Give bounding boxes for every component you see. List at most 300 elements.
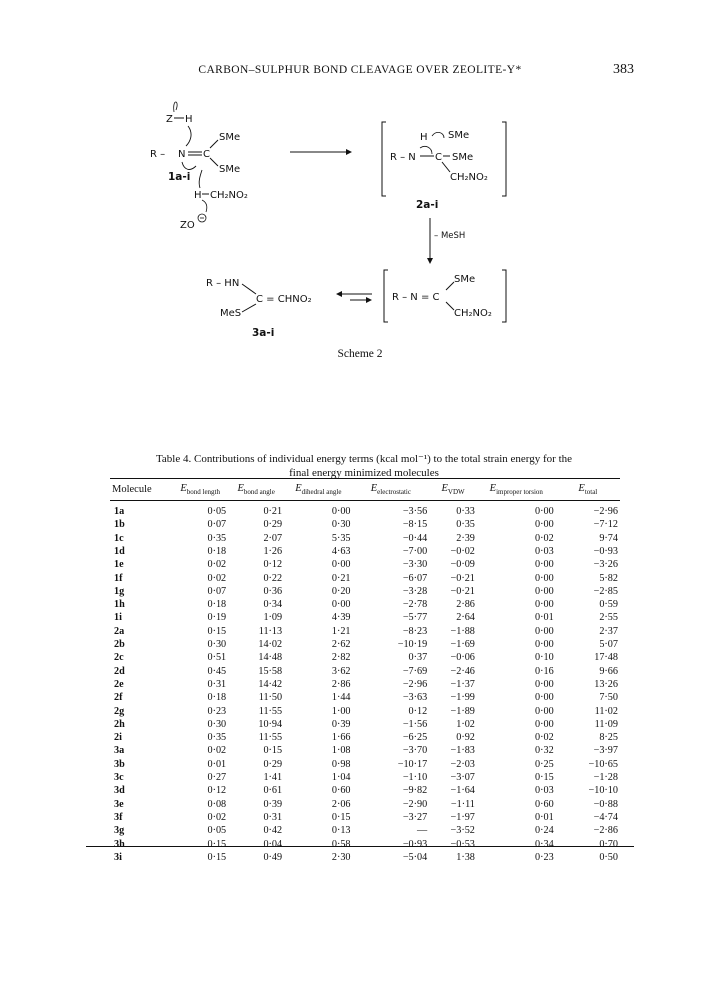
value-cell: 0·02 <box>534 732 554 744</box>
table-row <box>110 851 620 864</box>
table-row <box>110 718 620 731</box>
value-cell: 0·12 <box>408 705 428 717</box>
value-cell: 17·48 <box>594 652 618 664</box>
value-cell: 1·08 <box>331 745 351 757</box>
value-cell: 0·30 <box>207 718 227 730</box>
energy-table <box>110 478 620 864</box>
curved-arrow-zo <box>202 200 207 212</box>
value-cell: 0·00 <box>534 559 554 571</box>
value-cell: 0·15 <box>534 772 554 784</box>
value-cell: 0·05 <box>207 825 227 837</box>
value-cell: −0·93 <box>593 545 618 557</box>
value-cell: 2·64 <box>456 612 475 624</box>
value-cell: 0·23 <box>534 851 554 863</box>
sme-label-3: SMe <box>448 130 470 141</box>
running-head: CARBON–SULPHUR BOND CLEAVAGE OVER ZEOLITE-Y* <box>198 64 522 76</box>
value-cell: −1·69 <box>450 639 475 651</box>
value-cell: 0·00 <box>534 572 554 584</box>
arrow-z <box>174 102 177 112</box>
n-atom-label: N <box>178 149 186 160</box>
molecule-cell: 2a <box>114 625 125 637</box>
value-cell: 0·05 <box>207 506 227 518</box>
value-cell: 0·51 <box>207 652 227 664</box>
molecule-cell: 1i <box>114 612 122 624</box>
value-cell: −10·17 <box>397 758 428 770</box>
mes-label: MeS <box>220 308 242 319</box>
bracket-right-2 <box>502 122 506 196</box>
value-cell: 0·34 <box>534 838 554 850</box>
value-cell: 11·55 <box>258 705 283 717</box>
value-cell: −1·99 <box>450 692 475 704</box>
header-bond-length: $E_{bond length}$ <box>172 479 228 501</box>
curved-arrow-h <box>186 126 191 146</box>
c-ch2-bond <box>442 162 450 172</box>
value-cell: 0·00 <box>534 678 554 690</box>
value-cell: −0·93 <box>402 838 428 850</box>
value-cell: −3·63 <box>402 692 428 704</box>
molecule-cell: 1d <box>114 545 125 557</box>
molecule-cell: 3i <box>114 851 122 863</box>
sme-label-2: SMe <box>219 164 241 175</box>
value-cell: 0·00 <box>534 519 554 531</box>
value-cell: 0·16 <box>534 665 554 677</box>
value-cell: 0·00 <box>534 625 554 637</box>
molecule-cell: 2h <box>114 718 125 730</box>
value-cell: 0·70 <box>599 838 618 850</box>
value-cell: 0·60 <box>331 785 351 797</box>
value-cell: 0·35 <box>456 519 475 531</box>
molecule-cell: 1b <box>114 519 125 531</box>
value-cell: −0·21 <box>450 572 475 584</box>
value-cell: −8·15 <box>402 519 428 531</box>
value-cell: 0·15 <box>331 811 351 823</box>
value-cell: −1·83 <box>450 745 475 757</box>
table-row <box>110 638 620 651</box>
value-cell: 0·39 <box>331 718 351 730</box>
value-cell: 9·66 <box>599 665 618 677</box>
value-cell: 0·02 <box>207 745 227 757</box>
table-row <box>110 798 620 811</box>
value-cell: −3·97 <box>593 745 618 757</box>
molecule-cell: 3e <box>114 798 124 810</box>
value-cell: 0·24 <box>534 825 554 837</box>
table-caption <box>134 452 594 480</box>
table-row <box>110 784 620 797</box>
value-cell: −0·88 <box>593 798 618 810</box>
value-cell: −0·06 <box>450 652 475 664</box>
value-cell: 11·09 <box>594 718 618 730</box>
value-cell: −1·97 <box>450 811 475 823</box>
bracket-right-3 <box>502 270 506 322</box>
value-cell: 1·09 <box>263 612 283 624</box>
value-cell: 15·58 <box>258 665 283 677</box>
down-arrowhead <box>427 258 433 264</box>
table-row <box>110 665 620 678</box>
value-cell: 0·98 <box>331 758 351 770</box>
value-cell: −3·07 <box>450 772 475 784</box>
reaction-scheme-diagram <box>110 100 610 350</box>
molecule-cell: 3d <box>114 785 125 797</box>
value-cell: 0·31 <box>207 678 227 690</box>
value-cell: 5·35 <box>331 532 351 544</box>
value-cell: 0·15 <box>207 851 227 863</box>
compound-label-1: 1a-i <box>168 171 191 183</box>
reaction-scheme <box>110 100 610 350</box>
value-cell: 5·82 <box>599 572 618 584</box>
value-cell: 1·26 <box>263 545 283 557</box>
value-cell: 0·00 <box>534 639 554 651</box>
page-header <box>0 64 720 84</box>
value-cell: −6·25 <box>402 732 428 744</box>
c-ch2-bond-2 <box>446 302 454 310</box>
value-cell: 0·35 <box>207 532 227 544</box>
value-cell: 2·55 <box>599 612 618 624</box>
molecule-cell: 1h <box>114 599 125 611</box>
value-cell: −2·86 <box>593 825 618 837</box>
value-cell: 0·12 <box>263 559 283 571</box>
value-cell: 11·55 <box>258 732 283 744</box>
value-cell: −7·00 <box>402 545 428 557</box>
table-row <box>110 651 620 664</box>
zo-label: ZO <box>180 220 195 231</box>
value-cell: −2·03 <box>450 758 475 770</box>
molecule-cell: 2i <box>114 732 122 744</box>
value-cell: −3·28 <box>402 585 428 597</box>
value-cell: 0·49 <box>263 851 283 863</box>
value-cell: 0·34 <box>263 599 283 611</box>
value-cell: 0·31 <box>263 811 283 823</box>
value-cell: −0·09 <box>450 559 475 571</box>
molecule-cell: 3a <box>114 745 125 757</box>
value-cell: 4·39 <box>331 612 351 624</box>
table-row <box>110 824 620 837</box>
value-cell: 13·26 <box>594 678 618 690</box>
value-cell: −3·27 <box>402 811 428 823</box>
h-label-3: H <box>420 132 428 143</box>
value-cell: 0·10 <box>534 652 554 664</box>
bracket-left-3 <box>384 270 388 322</box>
value-cell: −7·69 <box>402 665 428 677</box>
value-cell: −2·78 <box>402 599 428 611</box>
table-row <box>110 611 620 624</box>
value-cell: −2·90 <box>402 798 428 810</box>
value-cell: −2·96 <box>593 506 618 518</box>
table-row <box>110 558 620 571</box>
r-group-label: R – <box>150 149 166 160</box>
table-row <box>110 758 620 771</box>
value-cell: 0·15 <box>207 625 227 637</box>
value-cell: 0·22 <box>263 572 283 584</box>
table-row <box>110 545 620 558</box>
bottom-rule <box>86 846 634 847</box>
value-cell: 0·37 <box>408 652 428 664</box>
molecule-cell: 1a <box>114 506 125 518</box>
compound-label-2: 2a-i <box>416 199 439 211</box>
molecule-cell: 3g <box>114 825 125 837</box>
value-cell: −0·44 <box>402 532 428 544</box>
compound-label-3: 3a-i <box>252 327 275 339</box>
value-cell: 0·21 <box>263 506 283 518</box>
molecule-cell: 3c <box>114 772 124 784</box>
equilibrium-arrowhead-forward <box>366 297 372 303</box>
value-cell: 0·45 <box>207 665 227 677</box>
value-cell: 0·39 <box>263 798 283 810</box>
value-cell: −4·74 <box>593 811 618 823</box>
value-cell: 8·25 <box>599 732 618 744</box>
table-row <box>110 585 620 598</box>
value-cell: 1·04 <box>331 772 351 784</box>
molecule-cell: 1f <box>114 572 123 584</box>
table-row <box>110 518 620 531</box>
value-cell: −1·89 <box>450 705 475 717</box>
value-cell: 0·60 <box>534 798 554 810</box>
hn-c-bond <box>242 284 256 294</box>
table-row <box>110 572 620 585</box>
value-cell: 2·30 <box>331 851 351 863</box>
value-cell: 0·03 <box>534 545 554 557</box>
molecule-cell: 1c <box>114 532 124 544</box>
curved-arrow-4 <box>420 146 432 154</box>
value-cell: 0·21 <box>331 572 351 584</box>
value-cell: 0·04 <box>263 838 283 850</box>
sme-label-1: SMe <box>219 132 241 143</box>
zeolite-z-label: Z <box>166 114 173 125</box>
header-electrostatic: $E_{electrostatic}$ <box>353 479 430 501</box>
value-cell: 0·02 <box>207 559 227 571</box>
zeolite-h-label: H <box>185 114 193 125</box>
table-caption-line-2: final energy minimized molecules <box>289 467 439 479</box>
value-cell: 5·07 <box>599 639 618 651</box>
value-cell: 0·02 <box>207 811 227 823</box>
value-cell: 0·30 <box>331 519 351 531</box>
c-sme-bond-2 <box>210 158 218 166</box>
value-cell: 0·12 <box>207 785 227 797</box>
value-cell: 0·00 <box>534 692 554 704</box>
value-cell: 0·01 <box>534 811 554 823</box>
value-cell: 0·23 <box>207 705 227 717</box>
molecule-cell: 2c <box>114 652 124 664</box>
value-cell: 0·35 <box>207 732 227 744</box>
table-row <box>110 771 620 784</box>
value-cell: 2·39 <box>456 532 475 544</box>
value-cell: −2·85 <box>593 585 618 597</box>
value-cell: −10·65 <box>588 758 618 770</box>
table-body <box>110 501 620 865</box>
value-cell: 0·01 <box>207 758 227 770</box>
table-row <box>110 744 620 757</box>
table-row <box>110 598 620 611</box>
molecule-cell: 1e <box>114 559 124 571</box>
value-cell: 0·20 <box>331 585 351 597</box>
value-cell: −5·04 <box>402 851 428 863</box>
value-cell: 2·86 <box>331 678 351 690</box>
value-cell: 0·02 <box>207 572 227 584</box>
scheme-caption: Scheme 2 <box>337 348 383 360</box>
value-cell: −0·21 <box>450 585 475 597</box>
table-header-row <box>110 479 620 501</box>
value-cell: 0·50 <box>599 851 618 863</box>
value-cell: 2·86 <box>456 599 475 611</box>
value-cell: 7·50 <box>599 692 618 704</box>
value-cell: 0·32 <box>534 745 554 757</box>
value-cell: 1·00 <box>331 705 351 717</box>
value-cell: 0·36 <box>263 585 283 597</box>
value-cell: 0·00 <box>534 599 554 611</box>
value-cell: 0·15 <box>207 838 227 850</box>
molecule-cell: 2e <box>114 678 124 690</box>
value-cell: 0·29 <box>263 758 283 770</box>
value-cell: 0·08 <box>207 798 227 810</box>
reaction-arrowhead-1 <box>346 149 352 155</box>
sme-label-5: SMe <box>454 274 476 285</box>
value-cell: 2·82 <box>331 652 351 664</box>
value-cell: 1·66 <box>331 732 351 744</box>
value-cell: 1·38 <box>456 851 475 863</box>
value-cell: 0·00 <box>331 506 351 518</box>
value-cell: −3·52 <box>450 825 475 837</box>
value-cell: 1·44 <box>331 692 351 704</box>
value-cell: 4·63 <box>331 545 351 557</box>
value-cell: 0·27 <box>207 772 227 784</box>
table-row <box>110 678 620 691</box>
ch2no2-label-2: CH₂NO₂ <box>450 172 488 183</box>
molecule-cell: 2b <box>114 639 125 651</box>
value-cell: 11·02 <box>594 705 618 717</box>
value-cell: 0·92 <box>456 732 475 744</box>
page-number: 383 <box>613 62 634 77</box>
value-cell: 1·02 <box>456 718 475 730</box>
value-cell: 0·59 <box>599 599 618 611</box>
r-n-label: R – N <box>390 152 416 163</box>
value-cell: −2·46 <box>450 665 475 677</box>
value-cell: −1·88 <box>450 625 475 637</box>
value-cell: 14·02 <box>258 639 283 651</box>
value-cell: 1·21 <box>331 625 351 637</box>
curved-arrow-n <box>182 162 196 169</box>
value-cell: 0·61 <box>263 785 283 797</box>
c-chno2-label: C = CHNO₂ <box>256 294 312 305</box>
value-cell: 0·58 <box>331 838 351 850</box>
value-cell: −10·19 <box>397 639 428 651</box>
value-cell: −0·02 <box>450 545 475 557</box>
value-cell: −5·77 <box>402 612 428 624</box>
equilibrium-arrowhead-back <box>336 291 342 297</box>
molecule-cell: 2g <box>114 705 125 717</box>
table-row <box>110 838 620 851</box>
value-cell: −1·64 <box>450 785 475 797</box>
value-cell: 0·13 <box>331 825 351 837</box>
value-cell: 0·29 <box>263 519 283 531</box>
table-caption-line-1: Table 4. Contributions of individual energy terms (kcal mol⁻¹) to the total strain energy for the <box>155 453 573 465</box>
value-cell: −3·30 <box>402 559 428 571</box>
value-cell: 0·18 <box>207 599 227 611</box>
r-n-eq-c-label: R – N = C <box>392 292 440 303</box>
ch2no2-label-3: CH₂NO₂ <box>454 308 492 319</box>
value-cell: 0·00 <box>534 718 554 730</box>
header-total: $E_{total}$ <box>556 479 620 501</box>
mes-c-bond <box>242 304 256 312</box>
value-cell: −1·11 <box>450 798 475 810</box>
table-row <box>110 625 620 638</box>
value-cell: −10·10 <box>588 785 618 797</box>
curved-arrow-ch <box>199 170 202 188</box>
value-cell: 0·00 <box>534 585 554 597</box>
value-cell: 0·00 <box>534 506 554 518</box>
molecule-cell: 3b <box>114 758 125 770</box>
value-cell: −1·37 <box>450 678 475 690</box>
value-cell: 0·01 <box>534 612 554 624</box>
value-cell: 0·00 <box>331 599 351 611</box>
value-cell: −9·82 <box>402 785 428 797</box>
value-cell: 0·07 <box>207 519 227 531</box>
r-hn-label: R – HN <box>206 278 240 289</box>
c-atom-label: C <box>203 149 210 160</box>
value-cell: −3·56 <box>402 506 428 518</box>
value-cell: 0·30 <box>207 639 227 651</box>
value-cell: 0·19 <box>207 612 227 624</box>
molecule-cell: 2d <box>114 665 125 677</box>
value-cell: 0·03 <box>534 785 554 797</box>
value-cell: −1·10 <box>402 772 428 784</box>
ch2no2-label-1: CH₂NO₂ <box>210 190 248 201</box>
c-atom-label-2: C <box>435 152 442 163</box>
value-cell: 0·00 <box>331 559 351 571</box>
value-cell: 14·42 <box>258 678 283 690</box>
value-cell: — <box>417 825 428 837</box>
mesh-label: – MeSH <box>434 231 466 241</box>
value-cell: 14·48 <box>258 652 283 664</box>
value-cell: 9·74 <box>599 532 618 544</box>
value-cell: 0·18 <box>207 692 227 704</box>
sme-label-4: SMe <box>452 152 474 163</box>
curved-arrow-3 <box>432 132 444 138</box>
value-cell: 3·62 <box>331 665 351 677</box>
value-cell: 0·07 <box>207 585 227 597</box>
value-cell: −8·23 <box>402 625 428 637</box>
value-cell: −2·96 <box>402 678 428 690</box>
table-row <box>110 811 620 824</box>
table-row <box>110 691 620 704</box>
value-cell: 1·41 <box>263 772 283 784</box>
c-sme-bond-4 <box>446 282 454 290</box>
value-cell: 11·13 <box>258 625 283 637</box>
molecule-cell: 3f <box>114 811 123 823</box>
value-cell: −7·12 <box>593 519 618 531</box>
value-cell: −3·26 <box>593 559 618 571</box>
value-cell: −1·28 <box>593 772 618 784</box>
header-molecule: Molecule <box>110 479 172 501</box>
value-cell: 0·25 <box>534 758 554 770</box>
molecule-cell: 2f <box>114 692 123 704</box>
value-cell: 0·33 <box>456 506 475 518</box>
header-bond-angle: $E_{bond angle}$ <box>228 479 284 501</box>
value-cell: 2·07 <box>263 532 283 544</box>
value-cell: −1·56 <box>402 718 428 730</box>
molecule-cell: 1g <box>114 585 125 597</box>
table-row <box>110 501 620 519</box>
value-cell: 10·94 <box>258 718 283 730</box>
value-cell: 0·42 <box>263 825 283 837</box>
table-row <box>110 731 620 744</box>
header-dihedral-angle: $E_{dihedral angle}$ <box>284 479 352 501</box>
molecule-cell: 3h <box>114 838 125 850</box>
value-cell: −3·70 <box>402 745 428 757</box>
value-cell: 11·50 <box>258 692 283 704</box>
value-cell: 0·15 <box>263 745 283 757</box>
c-sme-bond-1 <box>210 140 218 148</box>
header-vdw: $E_{VDW}$ <box>429 479 477 501</box>
h-label-2: H <box>194 190 202 201</box>
